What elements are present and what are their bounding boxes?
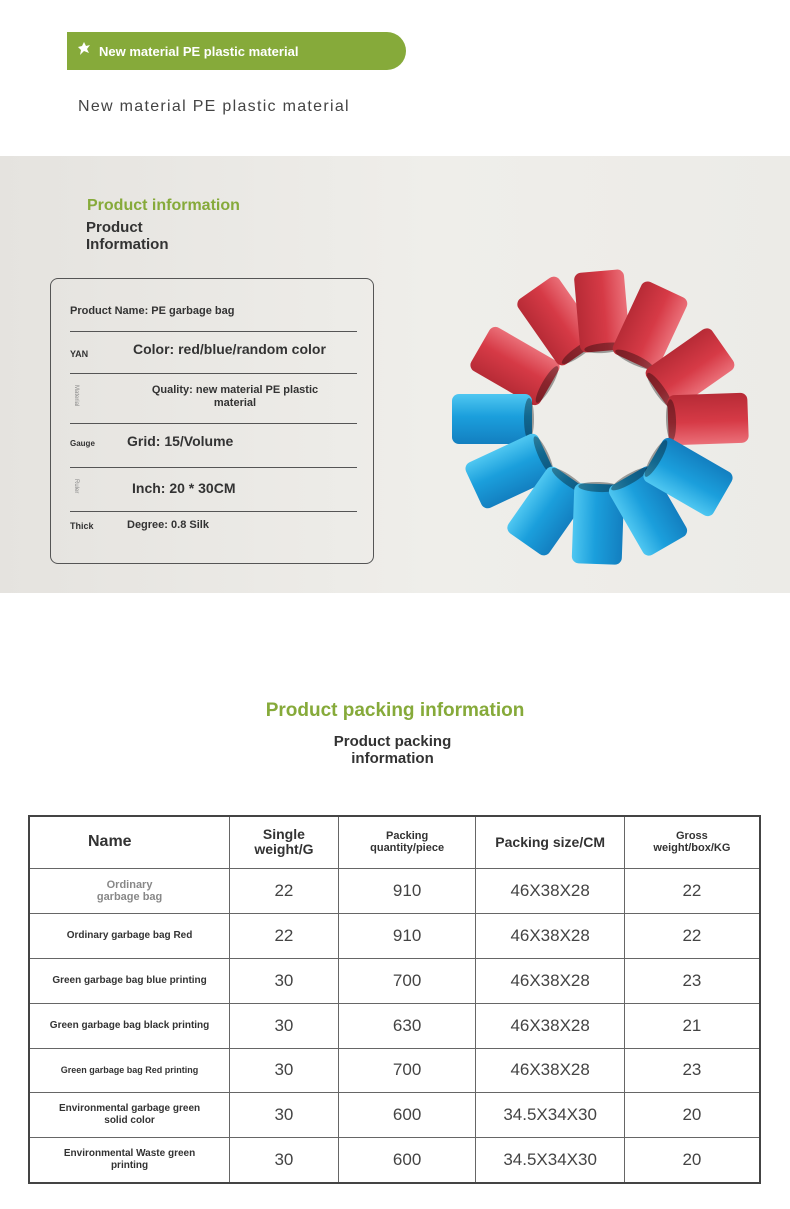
info-value: Inch: 20 * 30CM — [132, 480, 236, 496]
packing-heading: Product packing information — [265, 700, 525, 721]
cell-size: 46X38X28 — [476, 958, 624, 1003]
info-row-color — [70, 339, 357, 369]
divider — [70, 511, 357, 512]
col-header-name: Name — [29, 816, 230, 868]
cell-quantity: 700 — [338, 958, 476, 1003]
product-info-box — [50, 278, 374, 564]
leaf-icon — [77, 41, 91, 62]
cell-name: Green garbage bag black printing — [29, 1003, 230, 1048]
cell-gross-weight: 22 — [624, 913, 760, 958]
cell-weight: 22 — [230, 868, 339, 913]
red-roll — [667, 393, 749, 446]
cell-weight: 30 — [230, 958, 339, 1003]
cell-weight: 30 — [230, 1093, 339, 1138]
cell-name: Ordinary garbage bag Red — [29, 913, 230, 958]
cell-weight: 22 — [230, 913, 339, 958]
divider — [70, 331, 357, 332]
product-info-subheading: Product Information — [86, 219, 169, 253]
info-value: Grid: 15/Volume — [127, 433, 234, 449]
info-label: Material — [73, 385, 79, 407]
table-row — [29, 1048, 760, 1093]
banner-subtitle: New material PE plastic material — [78, 98, 350, 115]
cell-size: 46X38X28 — [476, 868, 624, 913]
divider — [70, 467, 357, 468]
info-value: Degree: 0.8 Silk — [127, 519, 209, 531]
table-row — [29, 868, 760, 913]
info-row-size — [70, 473, 357, 511]
cell-name: Green garbage bag Red printing — [29, 1048, 230, 1093]
cell-weight: 30 — [230, 1003, 339, 1048]
product-info-heading: Product information — [87, 197, 240, 214]
cell-quantity: 600 — [338, 1093, 476, 1138]
blue-roll — [452, 394, 532, 444]
info-row-grid — [70, 431, 357, 461]
table-row — [29, 958, 760, 1003]
product-photo — [440, 256, 770, 576]
table-header-row — [29, 816, 760, 868]
cell-name: Ordinary garbage bag — [29, 868, 230, 913]
packing-table — [28, 815, 761, 1184]
cell-size: 46X38X28 — [476, 1048, 624, 1093]
table-row — [29, 1138, 760, 1183]
info-label: Gauge — [70, 439, 95, 448]
cell-size: 46X38X28 — [476, 1003, 624, 1048]
info-label: Ruler — [73, 479, 79, 494]
col-header-gross-weight: Gross weight/box/KG — [624, 816, 760, 868]
info-value: Color: red/blue/random color — [133, 341, 326, 357]
cell-quantity: 600 — [338, 1138, 476, 1183]
packing-subheading: Product packing information — [333, 733, 452, 767]
cell-weight: 30 — [230, 1048, 339, 1093]
product-name: Product Name: PE garbage bag — [70, 305, 235, 317]
product-info-section — [0, 156, 790, 593]
banner-label: New material PE plastic material — [99, 43, 299, 59]
info-label: YAN — [70, 349, 89, 359]
divider — [70, 423, 357, 424]
cell-name: Environmental Waste green printing — [29, 1138, 230, 1183]
cell-gross-weight: 23 — [624, 958, 760, 1003]
cell-gross-weight: 20 — [624, 1093, 760, 1138]
table-row — [29, 1093, 760, 1138]
cell-gross-weight: 21 — [624, 1003, 760, 1048]
cell-gross-weight: 22 — [624, 868, 760, 913]
cell-gross-weight: 20 — [624, 1138, 760, 1183]
cell-weight: 30 — [230, 1138, 339, 1183]
cell-quantity: 630 — [338, 1003, 476, 1048]
cell-quantity: 910 — [338, 913, 476, 958]
cell-gross-weight: 23 — [624, 1048, 760, 1093]
table-row — [29, 913, 760, 958]
col-header-size: Packing size/CM — [476, 816, 624, 868]
cell-size: 34.5X34X30 — [476, 1138, 624, 1183]
cell-size: 34.5X34X30 — [476, 1093, 624, 1138]
info-row-material — [70, 379, 357, 419]
col-header-quantity: Packing quantity/piece — [338, 816, 476, 868]
table-row — [29, 1003, 760, 1048]
info-label: Thick — [70, 521, 94, 531]
divider — [70, 373, 357, 374]
col-header-weight: Single weight/G — [230, 816, 339, 868]
cell-size: 46X38X28 — [476, 913, 624, 958]
info-row-thickness — [70, 519, 357, 541]
cell-quantity: 910 — [338, 868, 476, 913]
cell-quantity: 700 — [338, 1048, 476, 1093]
cell-name: Environmental garbage green solid color — [29, 1093, 230, 1138]
info-value: Quality: new material PE plastic material — [151, 384, 319, 409]
cell-name: Green garbage bag blue printing — [29, 958, 230, 1003]
material-banner — [67, 32, 406, 70]
